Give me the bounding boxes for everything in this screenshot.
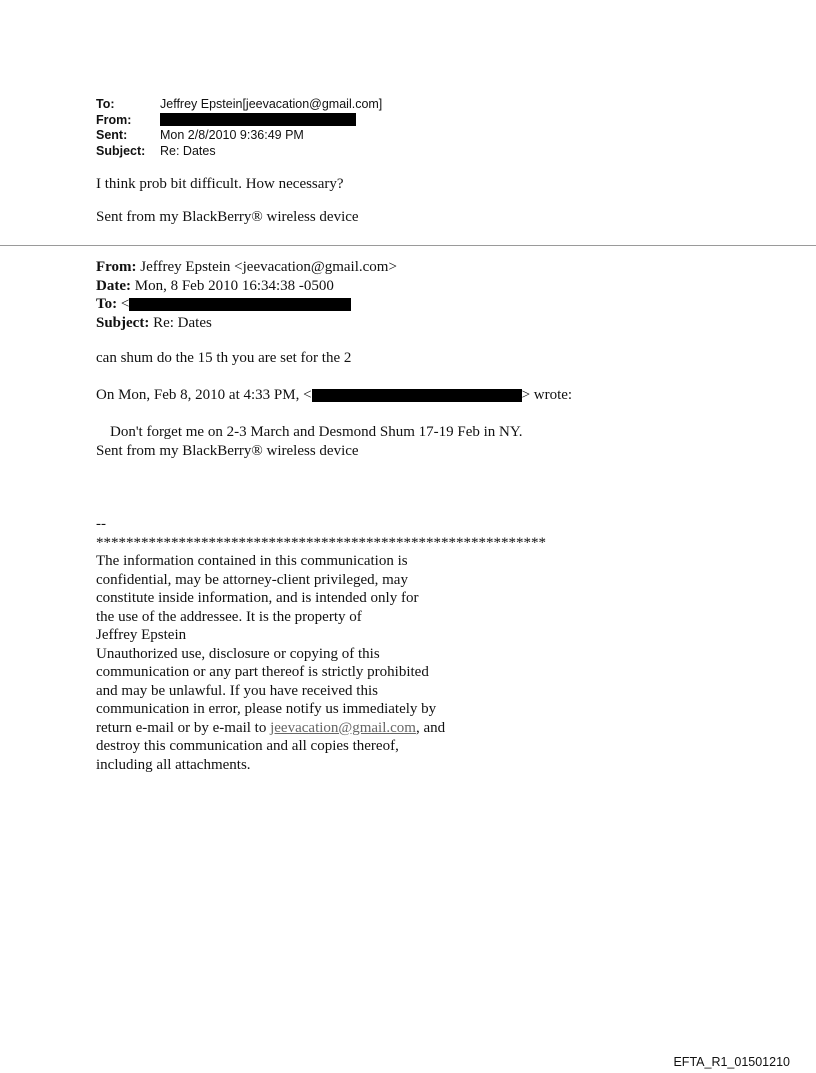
return-suffix: , and [415,719,446,736]
reply-body: I think prob bit difficult. How necessary? [96,176,344,192]
quoted-date-value: Mon, 8 Feb 2010 16:34:38 -0500 [134,277,334,294]
quoted-from-value: Jeffrey Epstein <jeevacation@gmail.com> [140,259,397,275]
redaction-bar [129,298,351,311]
disclaimer-line: including all attachments. [96,756,251,773]
disclaimer-stars: ************************************************************ [96,534,546,551]
attribution-prefix: On Mon, Feb 8, 2010 at 4:33 PM, < [96,387,312,403]
quoted-to-row [96,295,397,314]
disclaimer-line: confidential, may be attorney-client privileged, may [96,571,408,588]
quoted-from-row [96,258,397,277]
quoted-to-prefix: < [120,296,130,312]
divider [0,245,816,246]
quoted-to-label: To: [96,296,118,312]
quoted-subject-row [96,314,397,333]
quoted-body: can shum do the 15 th you are set for the 2 [96,350,352,366]
inner-message [96,423,523,460]
disclaimer-line: Jeffrey Epstein [96,627,187,643]
inner-body: Don't forget me on 2-3 March and Desmond Shum 17-19 Feb in NY. [110,424,523,440]
disclaimer-line: communication or any part thereof is strictly prohibited [96,664,429,680]
reply-signature: Sent from my BlackBerry® wireless device [96,209,359,225]
subject-row [96,144,382,160]
disclaimer-line [96,719,546,738]
subject-value: Re: Dates [160,143,216,158]
sent-label: Sent: [96,128,128,142]
quoted-attribution [96,386,572,405]
disclaimer-line: The information contained in this communication is [96,553,408,569]
redaction-bar [160,113,356,126]
to-value: Jeffrey Epstein[jeevacation@gmail.com] [160,97,383,111]
disclaimer-dashes: -- [96,516,106,532]
disclaimer-line: Unauthorized use, disclosure or copying of this [96,645,380,662]
to-row [96,97,382,113]
quoted-from-label: From: [96,259,137,275]
disclaimer-line: communication in error, please notify us immediately by [96,701,437,717]
quoted-date-label: Date: [96,277,131,294]
from-label: From: [96,112,132,127]
disclaimer [96,515,546,774]
quoted-subject-label: Subject: [96,314,150,331]
disclaimer-line: and may be unlawful. If you have received this [96,682,378,699]
email-link[interactable]: jeevacation@gmail.com [270,719,416,736]
inner-signature: Sent from my BlackBerry® wireless device [96,442,359,459]
quoted-date-row [96,277,397,296]
return-prefix: return e-mail or by e-mail to [96,719,271,736]
attribution-suffix: > wrote: [521,387,573,403]
redaction-bar [312,389,522,402]
from-row [96,113,382,129]
disclaimer-line: destroy this communication and all copies thereof, [96,738,399,754]
document-id: EFTA_R1_01501210 [673,1055,790,1069]
disclaimer-line: the use of the addressee. It is the property of [96,608,362,625]
sent-value: Mon 2/8/2010 9:36:49 PM [160,128,304,142]
disclaimer-line: constitute inside information, and is intended only for [96,590,419,606]
email-header [96,97,382,159]
quoted-header [96,258,397,332]
sent-row [96,128,382,144]
subject-label: Subject: [96,143,146,158]
to-label: To: [96,97,115,111]
quoted-subject-value: Re: Dates [153,314,212,331]
